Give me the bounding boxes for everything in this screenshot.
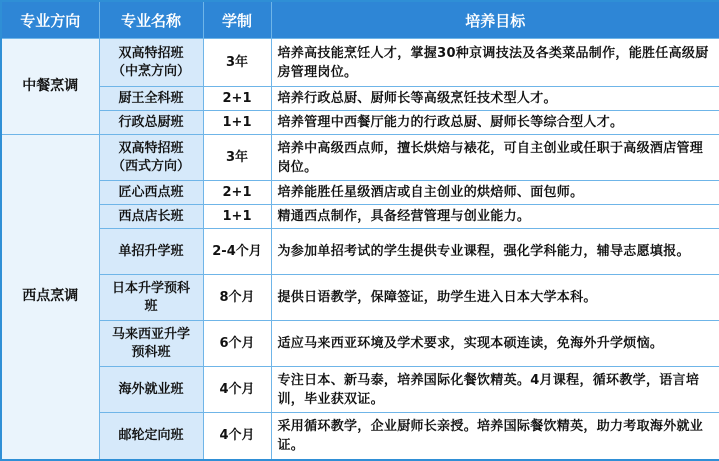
program-name-line: 西点店长班 [118, 208, 184, 224]
duration-cell: 2+1 [203, 181, 271, 205]
program-name-line: 日本升学预科 [111, 280, 190, 296]
header-row [1, 1, 719, 39]
direction-cell: 西点烹调 [1, 135, 99, 460]
duration-cell: 8个月 [203, 275, 271, 321]
duration-cell: 2-4个月 [203, 229, 271, 275]
duration-cell: 1+1 [203, 111, 271, 135]
program-name-line: （西式方向） [111, 158, 190, 174]
program-name-cell [99, 275, 203, 321]
goal-cell: 精通西点制作，具备经营管理与创业能力。 [271, 205, 719, 229]
program-name-line: 预科班 [131, 344, 171, 360]
table-row [1, 111, 719, 135]
program-name-line: 马来西亚升学 [111, 326, 190, 342]
program-name-cell [99, 205, 203, 229]
table-row [1, 135, 719, 181]
table-row [1, 229, 719, 275]
goal-cell: 培养中高级西点师，擅长烘焙与裱花，可自主创业或任职于高级酒店管理岗位。 [271, 135, 719, 181]
duration-cell: 6个月 [203, 321, 271, 367]
header-goal: 培养目标 [271, 1, 719, 39]
goal-cell: 培养高技能烹饪人才，掌握30种京调技法及各类菜品制作，能胜任高级厨房管理岗位。 [271, 39, 719, 87]
header-name: 专业名称 [99, 1, 203, 39]
direction-cell: 中餐烹调 [1, 39, 99, 135]
program-name-line: 单招升学班 [118, 243, 184, 259]
duration-cell: 3年 [203, 39, 271, 87]
program-name-line: 厨王全科班 [118, 90, 184, 106]
program-name-cell [99, 39, 203, 87]
duration-cell: 1+1 [203, 205, 271, 229]
program-name-cell [99, 181, 203, 205]
program-name-cell [99, 111, 203, 135]
table-row [1, 87, 719, 111]
table-row [1, 39, 719, 87]
duration-cell: 3年 [203, 135, 271, 181]
header-direction: 专业方向 [1, 1, 99, 39]
goal-cell: 培养行政总厨、厨师长等高级烹饪技术型人才。 [271, 87, 719, 111]
program-name-cell [99, 413, 203, 460]
duration-cell: 4个月 [203, 367, 271, 413]
goal-cell: 培养能胜任星级酒店或自主创业的烘焙师、面包师。 [271, 181, 719, 205]
program-name-line: 班 [144, 298, 158, 314]
goal-cell: 提供日语教学，保障签证，助学生进入日本大学本科。 [271, 275, 719, 321]
program-name-line: 匠心西点班 [118, 184, 184, 200]
program-name-line: 双高特招班 [118, 45, 184, 61]
table-row [1, 367, 719, 413]
program-name-cell [99, 87, 203, 111]
program-name-cell [99, 135, 203, 181]
duration-cell: 2+1 [203, 87, 271, 111]
table-row [1, 321, 719, 367]
program-name-line: 海外就业班 [118, 381, 184, 397]
program-name-line: （中烹方向） [111, 63, 190, 79]
header-duration: 学制 [203, 1, 271, 39]
goal-cell: 培养管理中西餐厅能力的行政总厨、厨师长等综合型人才。 [271, 111, 719, 135]
table-row [1, 413, 719, 460]
program-name-line: 邮轮定向班 [118, 427, 184, 443]
program-name-cell [99, 229, 203, 275]
program-name-cell [99, 321, 203, 367]
goal-cell: 采用循环教学，企业厨师长亲授。培养国际餐饮精英，助力考取海外就业证。 [271, 413, 719, 460]
table-row [1, 205, 719, 229]
goal-cell: 适应马来西亚环境及学术要求，实现本硕连读，免海外升学烦恼。 [271, 321, 719, 367]
goal-cell: 专注日本、新马泰，培养国际化餐饮精英。4月课程，循环教学，语言培训，毕业获双证。 [271, 367, 719, 413]
table-row [1, 181, 719, 205]
duration-cell: 4个月 [203, 413, 271, 460]
table-row [1, 275, 719, 321]
program-name-cell [99, 367, 203, 413]
program-name-line: 行政总厨班 [118, 114, 184, 130]
goal-cell: 为参加单招考试的学生提供专业课程，强化学科能力，辅导志愿填报。 [271, 229, 719, 275]
program-name-line: 双高特招班 [118, 140, 184, 156]
